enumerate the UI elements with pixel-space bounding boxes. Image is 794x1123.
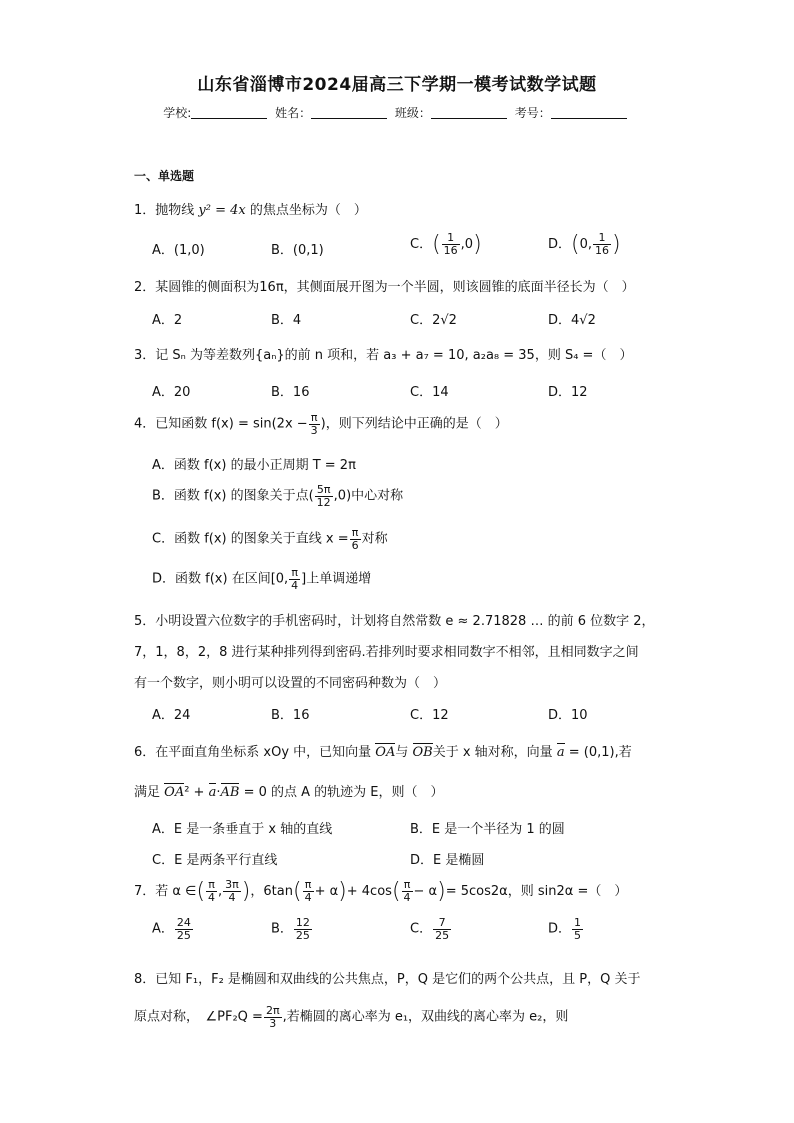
q4-prefix: 4．已知函数 f(x) = sin(2x −	[134, 416, 308, 432]
q4-b-suffix: ,0)中心对称	[333, 488, 404, 504]
school-blank	[191, 106, 267, 119]
q5-option-b: B．16	[271, 708, 310, 723]
q7-int-hi-num: 3π	[225, 878, 239, 892]
q7-int-lo-num: π	[206, 879, 217, 892]
q7-d-label: D．	[548, 921, 572, 937]
q1-option-c-label: C．	[410, 237, 433, 252]
q1-c-tail: ,0	[460, 237, 474, 252]
q2-option-b: B．4	[271, 313, 302, 328]
q6-vec-oa: OA	[375, 745, 396, 760]
q1-d-head: 0,	[579, 237, 593, 252]
q1-prefix: 1．抛物线	[134, 203, 195, 218]
q6-vec-ab: AB	[220, 785, 240, 800]
q4-option-c	[152, 527, 388, 551]
q3-option-d: D．12	[548, 385, 588, 400]
q4-option-a: A．函数 f(x) 的最小正周期 T = 2π	[152, 458, 356, 473]
q4-three: 3	[310, 423, 318, 437]
q5-option-c: C．12	[410, 708, 449, 723]
q4-option-d	[152, 567, 371, 591]
q7-option-c	[410, 917, 452, 941]
q6-l1-a: 6．在平面直角坐标系 xOy 中，已知向量	[134, 745, 372, 760]
q4-c-prefix: C．函数 f(x) 的图象关于直线 x =	[152, 531, 349, 547]
exam-no-label: 考号：	[514, 106, 551, 120]
page-title: 山东省淄博市2024届高三下学期一模考试数学试题	[197, 75, 597, 95]
q7-tan-num: π	[303, 879, 314, 892]
q6-l1-d: = (0,1),若	[568, 745, 632, 760]
question-2: 2．某圆锥的侧面积为16π，其侧面展开图为一个半圆，则该圆锥的底面半径长为（ ）	[134, 280, 635, 295]
q6-vec-a-2: a	[208, 785, 217, 800]
q4-c-num: π	[350, 527, 361, 540]
section-heading: 一、单选题	[134, 169, 195, 183]
q4-b-num: 5π	[315, 484, 333, 497]
q7-a-label: A．	[152, 921, 174, 937]
name-blank	[311, 106, 387, 119]
q7-d-num: 1	[574, 916, 582, 929]
q7-int-lo-den: 4	[208, 891, 216, 904]
q1-option-b: B．(0,1)	[271, 243, 324, 258]
q6-vec-a: a	[556, 745, 565, 760]
q7-mid2: + 4cos	[346, 884, 392, 899]
q7-a-den: 25	[176, 928, 191, 942]
question-8-line-2	[134, 1005, 568, 1029]
q6-l1-b: 与	[395, 745, 409, 760]
q6-option-c: C．E 是两条平行直线	[152, 853, 278, 868]
question-3: 3．记 Sₙ 为等差数列{aₙ}的前 n 项和，若 a₃ + a₇ = 10, a₂a₈ = 35，则 S₄ =（ ）	[134, 348, 633, 363]
q6-l2-a: 满足	[134, 785, 161, 800]
q7-option-b	[271, 917, 313, 941]
q7-a-num: 24	[176, 916, 191, 929]
q8-num: 2π	[265, 1004, 280, 1017]
q7-suffix: = 5cos2α，则 sin2α =（ ）	[445, 884, 628, 899]
q2-option-a: A．2	[152, 313, 183, 328]
q1-suffix: 的焦点坐标为（ ）	[249, 203, 367, 218]
q1-d-den: 16	[595, 244, 610, 257]
q4-option-b	[152, 484, 403, 508]
q7-option-a	[152, 917, 194, 941]
q7-option-d	[548, 917, 584, 941]
q1-c-num: 1	[442, 232, 460, 245]
q7-cos-den: 4	[403, 891, 411, 904]
q6-l1-c: 关于 x 轴对称，向量	[432, 745, 553, 760]
q7-b-num: 12	[295, 916, 310, 929]
student-info-row	[0, 104, 794, 121]
q6-l2-b: ² +	[184, 785, 205, 800]
q1-option-a: A．(1,0)	[152, 243, 205, 258]
q8-l2-b: ,若椭圆的离心率为 e₁，双曲线的离心率为 e₂，则	[282, 1009, 569, 1025]
q7-c-num: 7	[433, 917, 451, 930]
q7-c-den: 25	[435, 928, 450, 942]
q1-option-d: D．(0, $\frac{1}{16}$ )	[548, 231, 621, 257]
q8-den: 3	[269, 1016, 277, 1030]
question-4	[134, 412, 508, 436]
q6-vec-oa-2: OA	[164, 785, 185, 800]
q7-b-den: 25	[295, 928, 310, 942]
q7-plus-alpha: + α	[314, 884, 339, 899]
q6-l2-d: = 0 的点 A 的轨迹为 E，则（ ）	[243, 785, 444, 800]
q4-c-suffix: 对称	[361, 531, 388, 547]
class-label: 班级：	[394, 106, 431, 120]
question-6-line-2	[134, 781, 444, 800]
q4-d-prefix: D．函数 f(x) 在区间[0,	[152, 571, 289, 587]
q6-l2-c: ·	[216, 785, 221, 800]
q7-c-label: C．	[410, 921, 433, 937]
q5-option-a: A．24	[152, 708, 191, 723]
q7-prefix: 7．若 α ∈	[134, 884, 197, 899]
school-label: 学校:	[163, 106, 192, 120]
q7-d-den: 5	[574, 928, 582, 942]
name-label: 姓名：	[275, 106, 312, 120]
question-6-line-1	[134, 741, 632, 760]
q7-b-label: B．	[271, 921, 293, 937]
q4-d-den: 4	[291, 578, 299, 592]
q1-d-num: 1	[593, 232, 611, 245]
q7-cos-num: π	[402, 879, 413, 892]
exam-no-blank	[551, 106, 627, 119]
question-5-line-2: 7，1，8，2，8 进行某种排列得到密码.若排列时要求相同数字不相邻，且相同数字之间	[134, 645, 639, 660]
question-8-line-1: 8．已知 F₁，F₂ 是椭圆和双曲线的公共焦点，P，Q 是它们的两个公共点，且 P，Q 关于	[134, 972, 641, 987]
q7-minus-alpha: − α	[413, 884, 438, 899]
q6-vec-ob: OB	[412, 745, 433, 760]
q4-c-den: 6	[351, 538, 359, 552]
q1-c-den: 16	[443, 244, 458, 257]
q4-b-prefix: B．函数 f(x) 的图象关于点(	[152, 488, 314, 504]
q3-option-b: B．16	[271, 385, 310, 400]
q4-pi: π	[309, 412, 320, 425]
q2-option-d: D．4√2	[548, 313, 596, 328]
q7-int-hi-den: 4	[228, 891, 236, 904]
question-1	[134, 199, 367, 218]
question-5-line-3: 有一个数字，则小明可以设置的不同密码种数为（ ）	[134, 676, 447, 691]
q2-option-c: C．2√2	[410, 313, 457, 328]
question-7: 7．若 α ∈( $\frac{\pi}{4}$ , $\frac{3\pi}{4}$ )，6tan( $\frac{\pi}{4}$ + α)+ 4cos( $\frac{\pi}{4}$ − α)= 5cos2α，则 sin2α =（ ）	[134, 878, 628, 904]
q4-d-suffix: ]上单调递增	[301, 571, 372, 587]
q3-option-a: A．20	[152, 385, 191, 400]
q1-option-d-label: D．	[548, 237, 572, 252]
q7-tan-den: 4	[304, 891, 312, 904]
q1-option-c: C．( $\frac{1}{16}$ ,0)	[410, 231, 482, 257]
q8-l2-a: 原点对称， ∠PF₂Q =	[134, 1009, 263, 1025]
q6-option-a: A．E 是一条垂直于 x 轴的直线	[152, 822, 333, 837]
q6-option-b: B．E 是一个半径为 1 的圆	[410, 822, 565, 837]
q4-d-num: π	[289, 567, 300, 580]
q4-b-den: 12	[316, 495, 331, 509]
q1-expr: y² = 4x	[198, 203, 246, 218]
question-5-line-1: 5．小明设置六位数字的手机密码时，计划将自然常数 e ≈ 2.71828 … 的前 6 位数字 2，	[134, 614, 655, 629]
q6-option-d: D．E 是椭圆	[410, 853, 485, 868]
q5-option-d: D．10	[548, 708, 588, 723]
class-blank	[431, 106, 507, 119]
q3-option-c: C．14	[410, 385, 449, 400]
q7-mid1: ，6tan	[250, 884, 293, 899]
q4-suffix: )，则下列结论中正确的是（ ）	[320, 416, 508, 432]
